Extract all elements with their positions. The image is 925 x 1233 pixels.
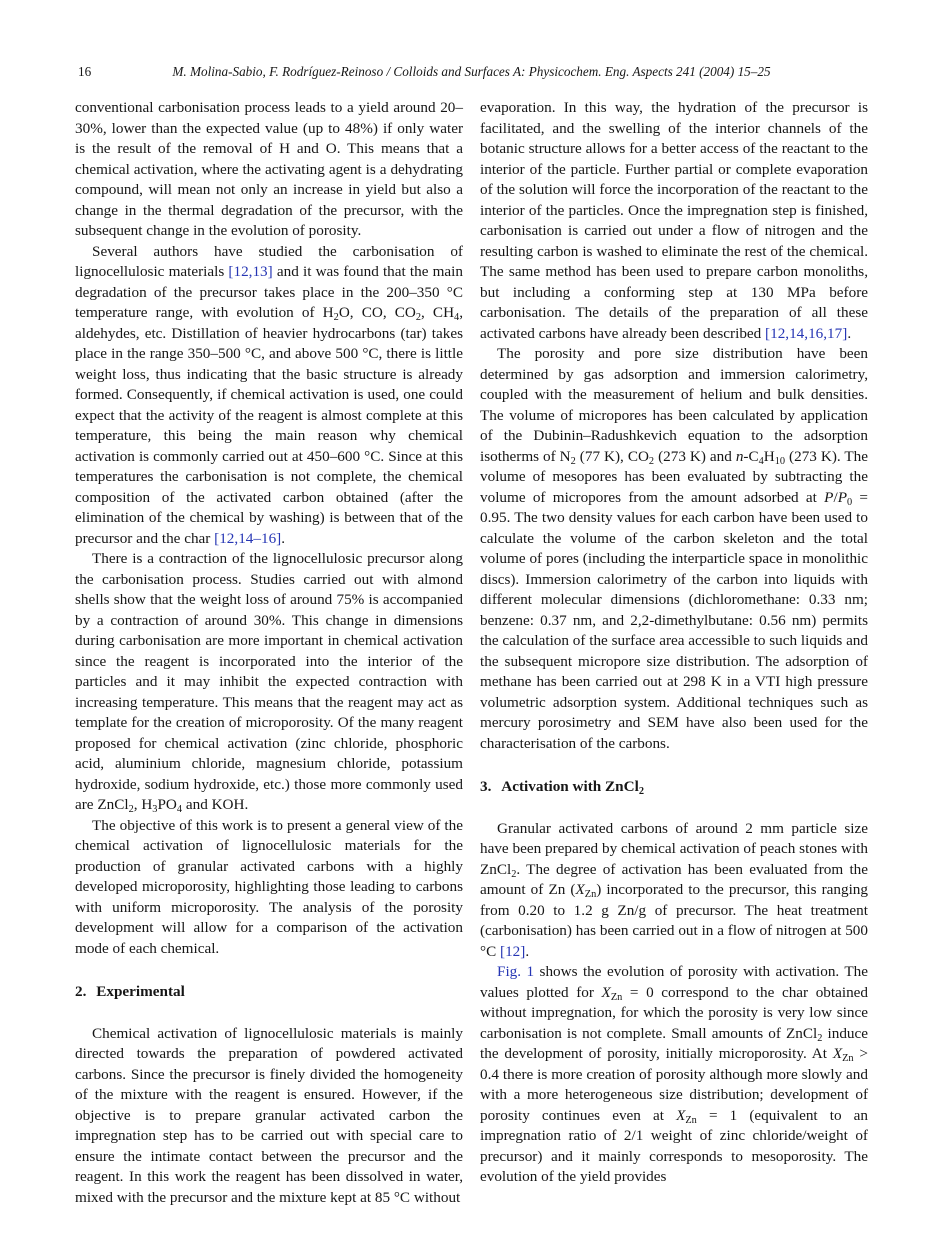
subscript-text: 0 bbox=[846, 496, 853, 508]
text-run: Experimental bbox=[96, 983, 185, 1000]
text-run: (77 K), CO bbox=[575, 447, 649, 465]
citation-link[interactable]: [12,13] bbox=[228, 263, 273, 280]
text-run: . bbox=[847, 324, 852, 342]
text-run: (273 K) and bbox=[654, 447, 736, 465]
figure-link[interactable]: Fig. 1 bbox=[497, 963, 535, 980]
italic-variable: X bbox=[575, 881, 585, 898]
text-run: ) incorporated to the precursor, this ranging from 0.20 to 1.2 g Zn/g of precursor. The heat treatment (carbonisation) has been carried out in a flow of nitrogen at 500 °C bbox=[480, 881, 868, 960]
paragraph bbox=[480, 962, 868, 1188]
subscript-text: 2 bbox=[817, 1032, 823, 1044]
italic-variable: X bbox=[601, 983, 611, 1001]
text-run: The objective of this work is to present a general view of the chemical activation of lignocellulosic materials for the production of granular activated carbons with a highly developed microporosity, highlighting those leading to carbons with uniform microporosity. The analysis of the porosity development will allow for a comparison of the activation mode of each chemical. bbox=[75, 816, 463, 957]
subscript-text: 2 bbox=[638, 785, 644, 797]
subscript-text: Zn bbox=[584, 888, 597, 900]
paragraph bbox=[75, 816, 463, 960]
text-run: (273 K). The volume of mesopores has been evaluated by subtracting the volume of micropores from the amount adsorbed at bbox=[480, 447, 868, 506]
text-run: = 0 correspond to the char obtained without impregnation, for which the porosity is very low since carbonisation is not complete. Small amounts of ZnCl bbox=[480, 983, 868, 1042]
text-run: Several authors have studied the carbonisation of lignocellulosic materials bbox=[75, 242, 463, 280]
text-run: > 0.4 there is more creation of porosity although more slowly and with a more heterogeneous size distribution; development of porosity continues even at bbox=[480, 1045, 868, 1124]
text-run: = 1 (equivalent to an impregnation ratio of 2/1 weight of zinc chloride/weight of precursor) and it mainly corresponds to mesoporosity. The evolution of the yield provides bbox=[480, 1106, 868, 1185]
subscript-text: 4 bbox=[454, 311, 460, 323]
two-column-body bbox=[75, 98, 868, 1208]
text-run: Chemical activation of lignocellulosic materials is mainly directed towards the preparation of powdered activated carbons. Since the precursor is finely divided the homogeneity of the mixture with the reagent is ensured. However, if the objective is to prepare granular activated carbon the impregnation step has to be carried out with special care to ensure the intimate contact between the precursor and the reagent. In this work the reagent has been dissolved in water, mixed with the precursor and the mixture kept at 85 °C without bbox=[75, 1024, 463, 1206]
text-run: / bbox=[833, 488, 838, 506]
section-number: 3. bbox=[480, 778, 492, 795]
text-run: , aldehydes, etc. Distillation of heavier hydrocarbons (tar) takes place in the range 350–500 °C, and above 500 °C, there is little weight loss, thus indicating that the basic structure is already formed. Consequently, if chemical activation is used, one could expect that the activity of the reagent is almost complete at this temperature, this being the main reason why chemical activation is commonly carried out at 450–600 °C. Since at this temperatures the carbonisation is not complete, the chemical composition of the activated carbon obtained (after the elimination of the chemical by washing) is between that of the precursor and the char bbox=[75, 304, 464, 547]
subscript-text: 2 bbox=[648, 455, 655, 467]
section-heading bbox=[480, 777, 868, 798]
running-header bbox=[75, 64, 868, 80]
subscript-text: 2 bbox=[570, 455, 576, 467]
text-run: induce the development of porosity, initially microporosity. At bbox=[480, 1024, 868, 1062]
subscript-text: 2 bbox=[511, 868, 517, 880]
italic-variable: X bbox=[676, 1106, 686, 1124]
citation-link[interactable]: [12,14,16,17] bbox=[765, 324, 848, 342]
text-run: Activation with ZnCl bbox=[501, 778, 639, 795]
subscript-text: 3 bbox=[152, 803, 158, 815]
text-run: O, CO, CO bbox=[338, 304, 416, 321]
text-run: . bbox=[525, 942, 530, 960]
paragraph bbox=[75, 549, 463, 816]
italic-variable: P bbox=[837, 488, 847, 506]
subscript-text: Zn bbox=[685, 1114, 697, 1126]
text-run: and KOH. bbox=[182, 796, 249, 813]
text-run: -C bbox=[743, 447, 759, 465]
text-run: Granular activated carbons of around 2 mm particle size have been prepared by chemical activation of peach stones with ZnCl bbox=[480, 819, 868, 878]
subscript-text: 2 bbox=[415, 311, 422, 323]
text-run: There is a contraction of the lignocellulosic precursor along the carbonisation process. Studies carried out with almond shells show that the weight loss of around 75% is accompanied by a contraction of around 30%. This change in dimensions during carbonisation are more important in chemical activation since the reagent is incorporated into the interior of the particles and it may inhibit the expected contraction with increasing temperature. This means that the reagent may act as template for the creation of microporosity. Of the many reagent proposed for chemical activation (zinc chloride, phosphoric acid, aluminium chloride, magnesium chloride, potassium hydroxide, sodium hydroxide, etc.) those more commonly used are ZnCl bbox=[75, 550, 463, 813]
subscript-text: 10 bbox=[774, 455, 786, 467]
text-run: H bbox=[763, 447, 775, 465]
subscript-text: 4 bbox=[758, 455, 764, 467]
subscript-text: 2 bbox=[128, 803, 134, 815]
text-run: The porosity and pore size distribution have been determined by gas adsorption and immersion calorimetry, coupled with the measurement of helium and bulk densities. The volume of micropores has been calculated by application of the Dubinin–Radushkevich equation to the adsorption isotherms of N bbox=[480, 345, 868, 465]
section-number: 2. bbox=[75, 983, 87, 1000]
journal-running-title: M. Molina-Sabio, F. Rodríguez-Reinoso / Colloids and Surfaces A: Physicochem. Eng. Aspects 241 (2004) 15–25 bbox=[172, 64, 771, 79]
italic-variable: n bbox=[735, 447, 744, 465]
citation-link[interactable]: [12,14–16] bbox=[214, 529, 282, 547]
text-run: and it was found that the main degradation of the precursor takes place in the 200–350 °C temperature range, with evolution of H bbox=[75, 263, 463, 321]
text-run: . The degree of activation has been evaluated from the amount of Zn ( bbox=[480, 860, 868, 898]
text-run: , H bbox=[133, 796, 153, 813]
paragraph bbox=[75, 242, 463, 550]
paragraph bbox=[75, 1024, 463, 1209]
left-column bbox=[75, 98, 463, 1208]
right-column bbox=[480, 98, 868, 1208]
paragraph bbox=[480, 98, 868, 344]
section-heading bbox=[75, 982, 463, 1003]
text-run: . bbox=[281, 529, 286, 547]
italic-variable: X bbox=[832, 1045, 843, 1062]
paragraph bbox=[480, 819, 868, 963]
text-run: shows the evolution of porosity with activation. The values plotted for bbox=[480, 963, 868, 1001]
subscript-text: Zn bbox=[610, 991, 623, 1003]
text-run: evaporation. In this way, the hydration of the precursor is facilitated, and the swelling of the interior channels of the botanic structure allows for a better access of the reactant to the interior of the particle. Further partial or complete evaporation of the solution will force the incorporation of the reactant to the interior of the particles. Once the impregnation step is finished, carbonisation is carried out under a flow of nitrogen and the resulting carbon is washed to eliminate the rest of the chemical. The same method has been used to prepare carbon monoliths, but including a conforming step at 130 MPa before carbonisation. The details of the preparation of all these activated carbons have already been described bbox=[480, 99, 868, 342]
paragraph bbox=[75, 98, 463, 242]
text-run: = 0.95. The two density values for each carbon have been used to calculate the volume of the carbon skeleton and the total volume of pores (including the interparticle space in monolithic discs). Immersion calorimetry of the carbon into liquids with different molecular dimensions (dichloromethane: 0.33 nm; benzene: 0.37 nm, and 2,2-dimethylbutane: 0.56 nm) permits the calculation of the surface area accessible to such liquids and the subsequent micropore size distribution. The adsorption of methane has been carried out at 298 K in a VTI high pressure volumetric adsorption system. Additional techniques such as mercury porosimetry and SEM have also been used for the characterisation of the carbons. bbox=[480, 488, 868, 752]
citation-link[interactable]: [12] bbox=[500, 942, 526, 960]
subscript-text: 2 bbox=[333, 311, 339, 323]
text-run: PO bbox=[157, 796, 177, 813]
text-run: , CH bbox=[421, 304, 455, 321]
subscript-text: 4 bbox=[176, 803, 183, 815]
subscript-text: Zn bbox=[842, 1052, 854, 1064]
text-run: conventional carbonisation process leads to a yield around 20–30%, lower than the expected value (up to 48%) if only water is the result of the removal of H and O. This means that a chemical activation, where the activating agent is a dehydrating compound, will mean not only an increase in yield but also a change in the thermal degradation of the precursor, with the subsequent change in the evolution of porosity. bbox=[75, 99, 463, 239]
page-number: 16 bbox=[78, 64, 92, 79]
paragraph bbox=[480, 344, 868, 754]
italic-variable: P bbox=[824, 488, 834, 506]
